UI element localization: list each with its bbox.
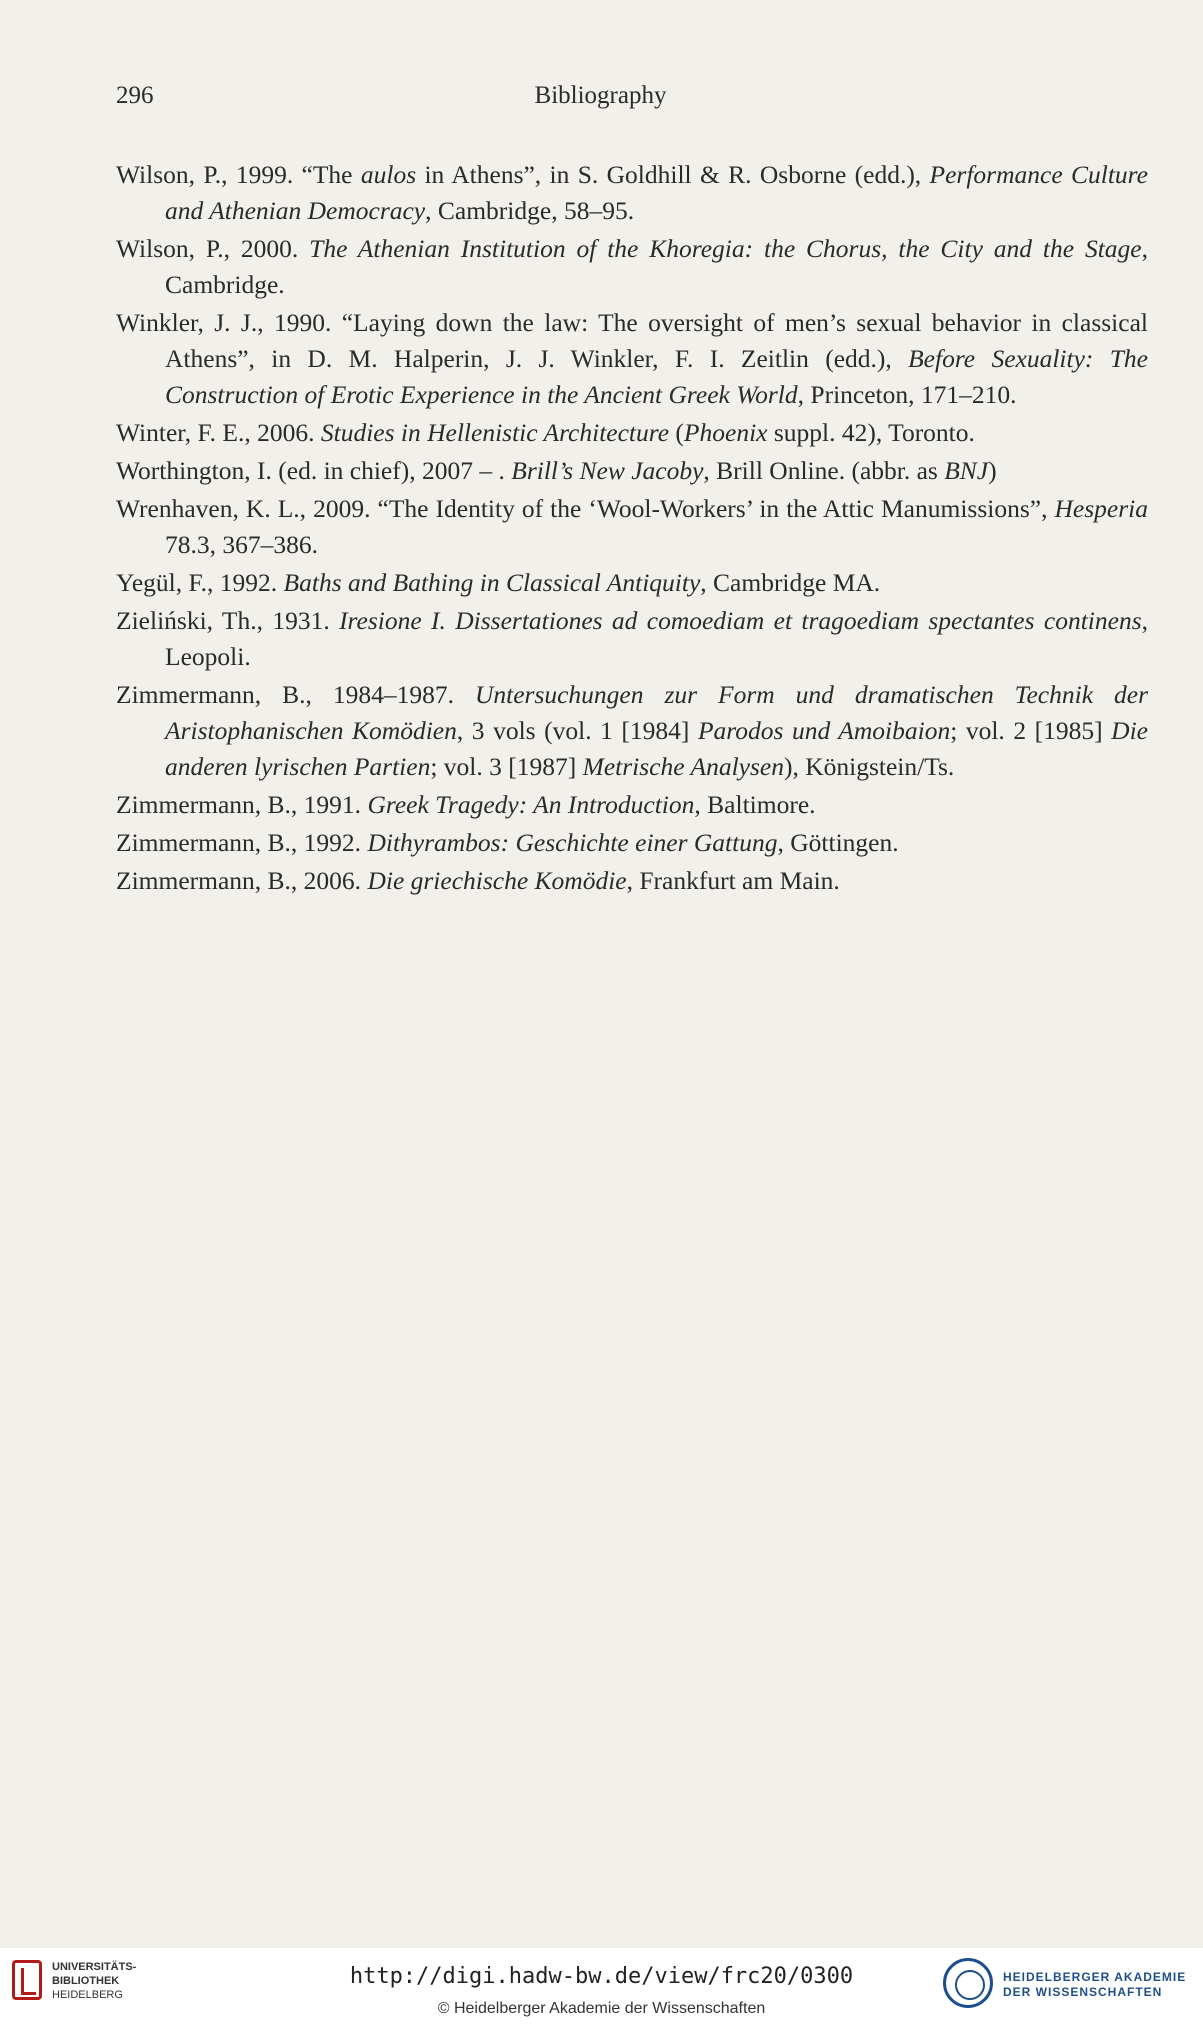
permalink-url[interactable]: http://digi.hadw-bw.de/view/frc20/0300 — [349, 1964, 854, 1989]
bibliography-entry: Wilson, P., 2000. The Athenian Institution of the Khoregia: the Chorus, the City and the Stage, Cambridge. — [116, 234, 1148, 299]
bibliography-entry: Winter, F. E., 2006. Studies in Hellenistic Architecture (Phoenix suppl. 42), Toronto. — [116, 418, 975, 447]
bibliography-list — [116, 157, 1148, 901]
bibliography-entry: Zimmermann, B., 2006. Die griechische Komödie, Frankfurt am Main. — [116, 866, 840, 895]
academy-seal-icon — [943, 1958, 993, 2008]
bibliography-entry: Wilson, P., 1999. “The aulos in Athens”, in S. Goldhill & R. Osborne (edd.), Performance Culture and Athenian Democracy, Cambridge, 58–95. — [116, 160, 1148, 225]
bibliography-entry: Zimmermann, B., 1992. Dithyrambos: Geschichte einer Gattung, Göttingen. — [116, 828, 899, 857]
bibliography-entry: Winkler, J. J., 1990. “Laying down the law: The oversight of men’s sexual behavior in classical Athens”, in D. M. Halperin, J. J. Winkler, F. I. Zeitlin (edd.), Before Sexuality: The Construction of Erotic Experience in the Ancient Greek World, Princeton, 171–210. — [116, 308, 1148, 409]
academy-name: HEIDELBERGER AKADEMIE DER WISSENSCHAFTEN — [1003, 1970, 1187, 1999]
bibliography-entry: Zieliński, Th., 1931. Iresione I. Dissertationes ad comoediam et tragoediam spectantes continens, Leopoli. — [116, 606, 1148, 671]
bibliography-entry: Zimmermann, B., 1991. Greek Tragedy: An Introduction, Baltimore. — [116, 790, 816, 819]
page-header — [116, 82, 1085, 122]
academy-logo[interactable] — [943, 1958, 1193, 2014]
library-name: UNIVERSITÄTS- BIBLIOTHEK HEIDELBERG — [52, 1961, 137, 2001]
copyright-notice: © Heidelberger Akademie der Wissenschaften — [437, 2000, 766, 2017]
running-head: Bibliography — [534, 82, 667, 109]
digitization-footer — [0, 1948, 1203, 2029]
bibliography-entry: Wrenhaven, K. L., 2009. “The Identity of the ‘Wool-Workers’ in the Attic Manumissions”, Hesperia 78.3, 367–386. — [116, 494, 1148, 559]
bibliography-entry: Zimmermann, B., 1984–1987. Untersuchungen zur Form und dramatischen Technik der Aristophanischen Komödien, 3 vols (vol. 1 [1984] Parodos und Amoibaion; vol. 2 [1985] Die anderen lyrischen Partien; vol. 3 [1987] Metrische Analysen), Königstein/Ts. — [116, 680, 1148, 781]
bibliography-entry: Yegül, F., 1992. Baths and Bathing in Classical Antiquity, Cambridge MA. — [116, 568, 881, 597]
page-number: 296 — [116, 82, 154, 109]
bibliography-entry: Worthington, I. (ed. in chief), 2007 – . Brill’s New Jacoby, Brill Online. (abbr. as BNJ) — [116, 456, 997, 485]
